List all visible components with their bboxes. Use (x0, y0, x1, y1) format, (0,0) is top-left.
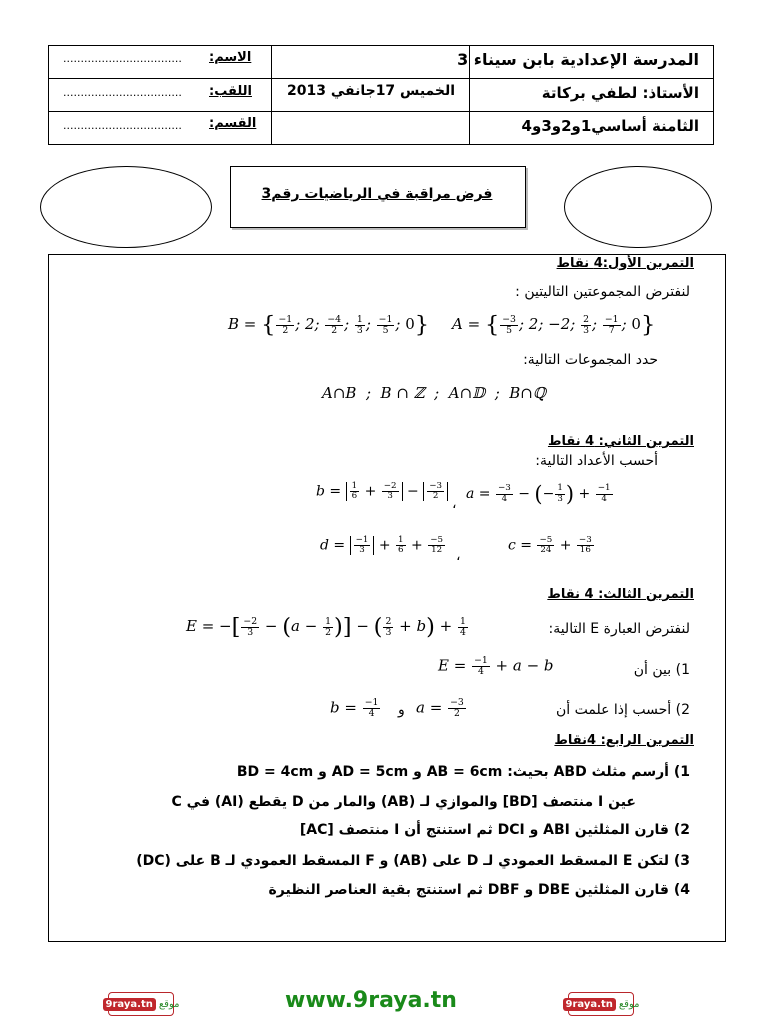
ex1-instruction: حدد المجموعات التالية: (523, 352, 658, 368)
school-name: المدرسة الإعدادية بابن سيناء 3 (457, 50, 699, 69)
name-dots: .................................. (63, 52, 182, 65)
left-oval (40, 166, 212, 248)
ex4-q2: 2) قارن المثلثين ABI و DCI ثم استنتج أن I منتصف [AC] (299, 822, 690, 838)
exam-title: فرض مراقبة في الرياضيات رقم3 (261, 186, 493, 202)
expr-a: a = $\frac{-3}{4}$ − (− $\frac{1}{3}$ ) + $\frac{-1}{4}$ (466, 482, 611, 506)
class-dots: .................................. (63, 119, 182, 132)
ex4-title: التمرين الرابع: 4نقاط (554, 733, 694, 748)
ex3-q2: 2) أحسب إذا علمت أن (556, 702, 690, 718)
site-url[interactable]: www.9raya.tn (285, 988, 457, 1013)
header-table (48, 45, 714, 145)
ex2-intro: أحسب الأعداد التالية: (535, 453, 658, 469)
set-B: B = { $\frac{-1}{2}$ ; 2; $\frac{-4}{2}$ ; $\frac{1}{3}$ ; $\frac{-1}{5}$ ; 0} (228, 312, 430, 338)
ex1-title: التمرين الأول:4 نقاط (556, 256, 694, 271)
ex4-q1b: عين I منتصف [BD] والموازي لـ (AB) والمار من D يقطع (AI) في C (171, 794, 636, 810)
ex3-q1-expr: E = $\frac{-1}{4}$ + a − b (438, 655, 554, 677)
class-label: القسم: (209, 116, 257, 131)
set-A: A = { $\frac{-3}{5}$ ; 2; −2; $\frac{2}{3}$ ; $\frac{-1}{7}$ ; 0} (452, 312, 656, 338)
teacher-name: الأستاذ: لطفي بركاتة (541, 84, 699, 102)
ex3-title: التمرين الثالث: 4 نقاط (547, 587, 694, 602)
expr-d: d = $\frac{-1}{3}$ + $\frac{1}{6}$ + $\frac{-5}{12}$ (320, 535, 443, 556)
ex1-intro: لنفترض المجموعتين التاليتين : (515, 284, 690, 300)
ex3-q2-b: b = $\frac{-1}{4}$ (330, 697, 379, 719)
surname-label: اللقب: (209, 84, 252, 99)
ex3-intro: لنفترض العبارة E التالية: (548, 621, 690, 637)
site-logo-left: 9raya.tn موقع (108, 992, 174, 1016)
ex3-q2-a: a = $\frac{-3}{2}$ (416, 697, 464, 719)
name-label: الاسم: (209, 50, 252, 65)
site-logo-right: 9raya.tn موقع (568, 992, 634, 1016)
expr-E: E = −[ $\frac{-2}{3}$ − (a − $\frac{1}{2}$ )] − ( $\frac{2}{3}$ + b) + $\frac{1}{4}$ (186, 614, 466, 640)
right-oval (564, 166, 712, 248)
surname-dots: .................................. (63, 86, 182, 99)
ex4-q1: 1) أرسم مثلث ABD بحيث: AB = 6cm و AD = 5cm و BD = 4cm (236, 764, 690, 780)
ex3-q1: 1) بين أن (633, 662, 690, 678)
expr-b: b = $\frac{1}{6}$ + $\frac{-2}{3}$ − $\frac{-3}{2}$ (316, 482, 448, 501)
exam-date: الخميس 17جانفي 2013 (287, 83, 456, 99)
expr-c: c = $\frac{-5}{24}$ + $\frac{-3}{16}$ (508, 535, 592, 556)
ex1-sets: A∩B ; B ∩ ℤ ; A∩𝔻 ; B∩ℚ (322, 384, 546, 402)
ex3-and: و (398, 702, 405, 718)
ex4-q4: 4) قارن المثلثين DBE و DBF ثم استنتج بقية العناصر النظيرة (268, 882, 690, 898)
class-levels: الثامنة أساسي1و2و3و4 (521, 117, 699, 135)
ex2-title: التمرين الثاني: 4 نقاط (547, 434, 694, 449)
ex4-q3: 3) لتكن E المسقط العمودي لـ D على (AB) و F المسقط العمودي لـ B على (DC) (136, 853, 690, 869)
